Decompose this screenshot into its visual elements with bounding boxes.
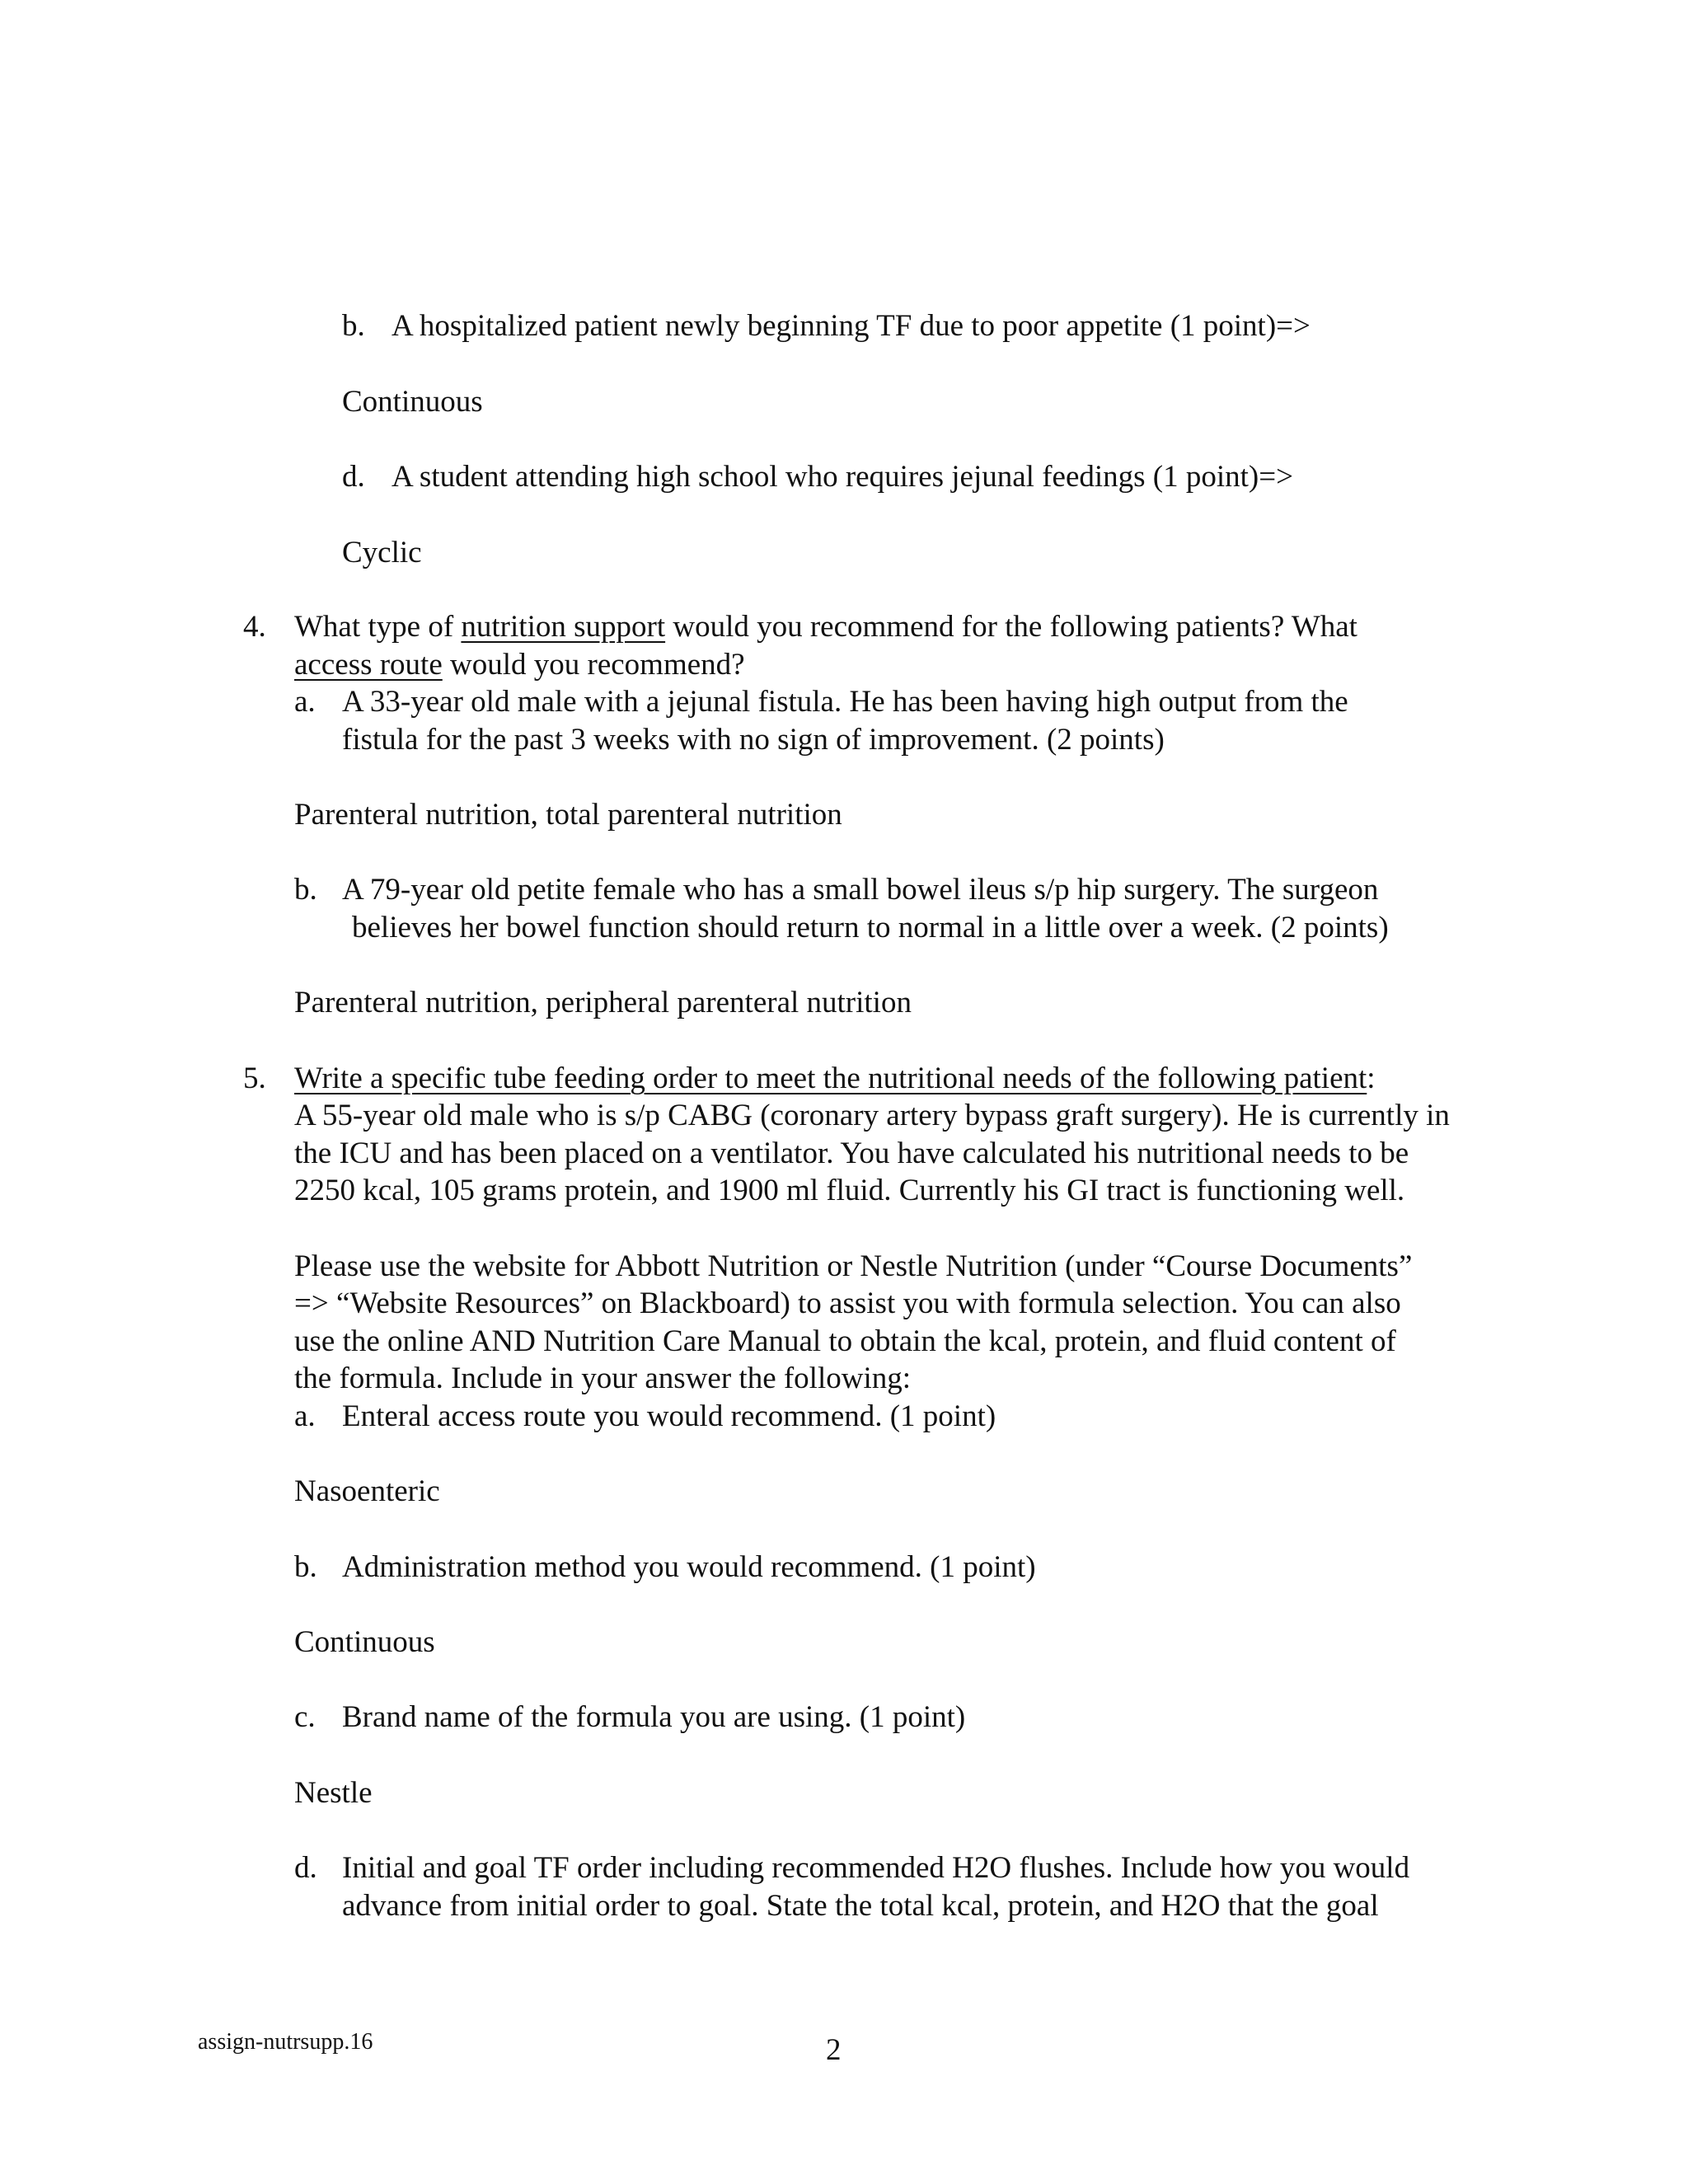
q5b-label: b. [294,1550,317,1584]
footer-filename: assign-nutrsupp.16 [198,2029,373,2055]
q5-heading-colon: : [1367,1062,1376,1095]
q3b-answer: Continuous [342,385,483,419]
q5-paragraph2-line2: => “Website Resources” on Blackboard) to assist you with formula selection. You can also [294,1286,1401,1320]
q5a-text: Enteral access route you would recommend. (1 point) [342,1399,996,1433]
q5b-text: Administration method you would recommend. (1 point) [342,1550,1036,1584]
q5-heading-underlined: Write a specific tube feeding order to meet the nutritional needs of the following patient [294,1062,1367,1095]
q4-question-line2 [294,646,745,684]
q5-paragraph2-line3: use the online AND Nutrition Care Manual to obtain the kcal, protein, and fluid content of [294,1324,1396,1358]
q4-l1-pre: What type of [294,610,462,644]
q5-number: 5. [243,1062,266,1095]
q5c-answer: Nestle [294,1776,373,1810]
q3d-answer: Cyclic [342,536,422,569]
q5a-label: a. [294,1399,316,1433]
q4a-line1: A 33-year old male with a jejunal fistula. He has been having high output from the [342,685,1348,719]
q4-question-line1 [294,608,1357,646]
q4-l1-underlined: nutrition support [461,610,666,644]
q4a-label: a. [294,685,316,719]
q4b-line2: believes her bowel function should return to normal in a little over a week. (2 points) [352,911,1389,944]
q5-heading [294,1060,1376,1098]
q5c-text: Brand name of the formula you are using. (1 point) [342,1700,966,1734]
q4a-line2: fistula for the past 3 weeks with no sign of improvement. (2 points) [342,723,1165,757]
q4-l1-post: would you recommend for the following patients? What [665,610,1357,644]
q4a-answer: Parenteral nutrition, total parenteral nutrition [294,798,842,832]
q5-paragraph1-line3: 2250 kcal, 105 grams protein, and 1900 ml fluid. Currently his GI tract is functioning well. [294,1174,1405,1207]
q4b-line1: A 79-year old petite female who has a small bowel ileus s/p hip surgery. The surgeon [342,873,1379,907]
q5d-label: d. [294,1851,317,1885]
q4-l2-underlined: access route [294,648,443,682]
q4b-answer: Parenteral nutrition, peripheral parenteral nutrition [294,986,912,1019]
q5-paragraph1-line2: the ICU and has been placed on a ventilator. You have calculated his nutritional needs to be [294,1137,1409,1170]
q5b-answer: Continuous [294,1625,435,1659]
q3d-text: A student attending high school who requires jejunal feedings (1 point)=> [392,460,1293,494]
q5-paragraph2-line1: Please use the website for Abbott Nutrition or Nestle Nutrition (under “Course Documents” [294,1249,1413,1283]
q3d-label: d. [342,460,365,494]
q5a-answer: Nasoenteric [294,1474,440,1508]
q5d-line1: Initial and goal TF order including recommended H2O flushes. Include how you would [342,1851,1410,1885]
q3b-label: b. [342,309,365,343]
q4-number: 4. [243,610,266,644]
q5d-line2: advance from initial order to goal. State the total kcal, protein, and H2O that the goal [342,1889,1379,1923]
q4b-label: b. [294,873,317,907]
page-number: 2 [826,2033,842,2067]
q4-l2-post: would you recommend? [442,648,745,682]
q5-paragraph2-line4: the formula. Include in your answer the following: [294,1361,912,1395]
q5c-label: c. [294,1700,316,1734]
q3b-text: A hospitalized patient newly beginning TF due to poor appetite (1 point)=> [392,309,1311,343]
q5-paragraph1-line1: A 55-year old male who is s/p CABG (coronary artery bypass graft surgery). He is currently in [294,1099,1450,1132]
